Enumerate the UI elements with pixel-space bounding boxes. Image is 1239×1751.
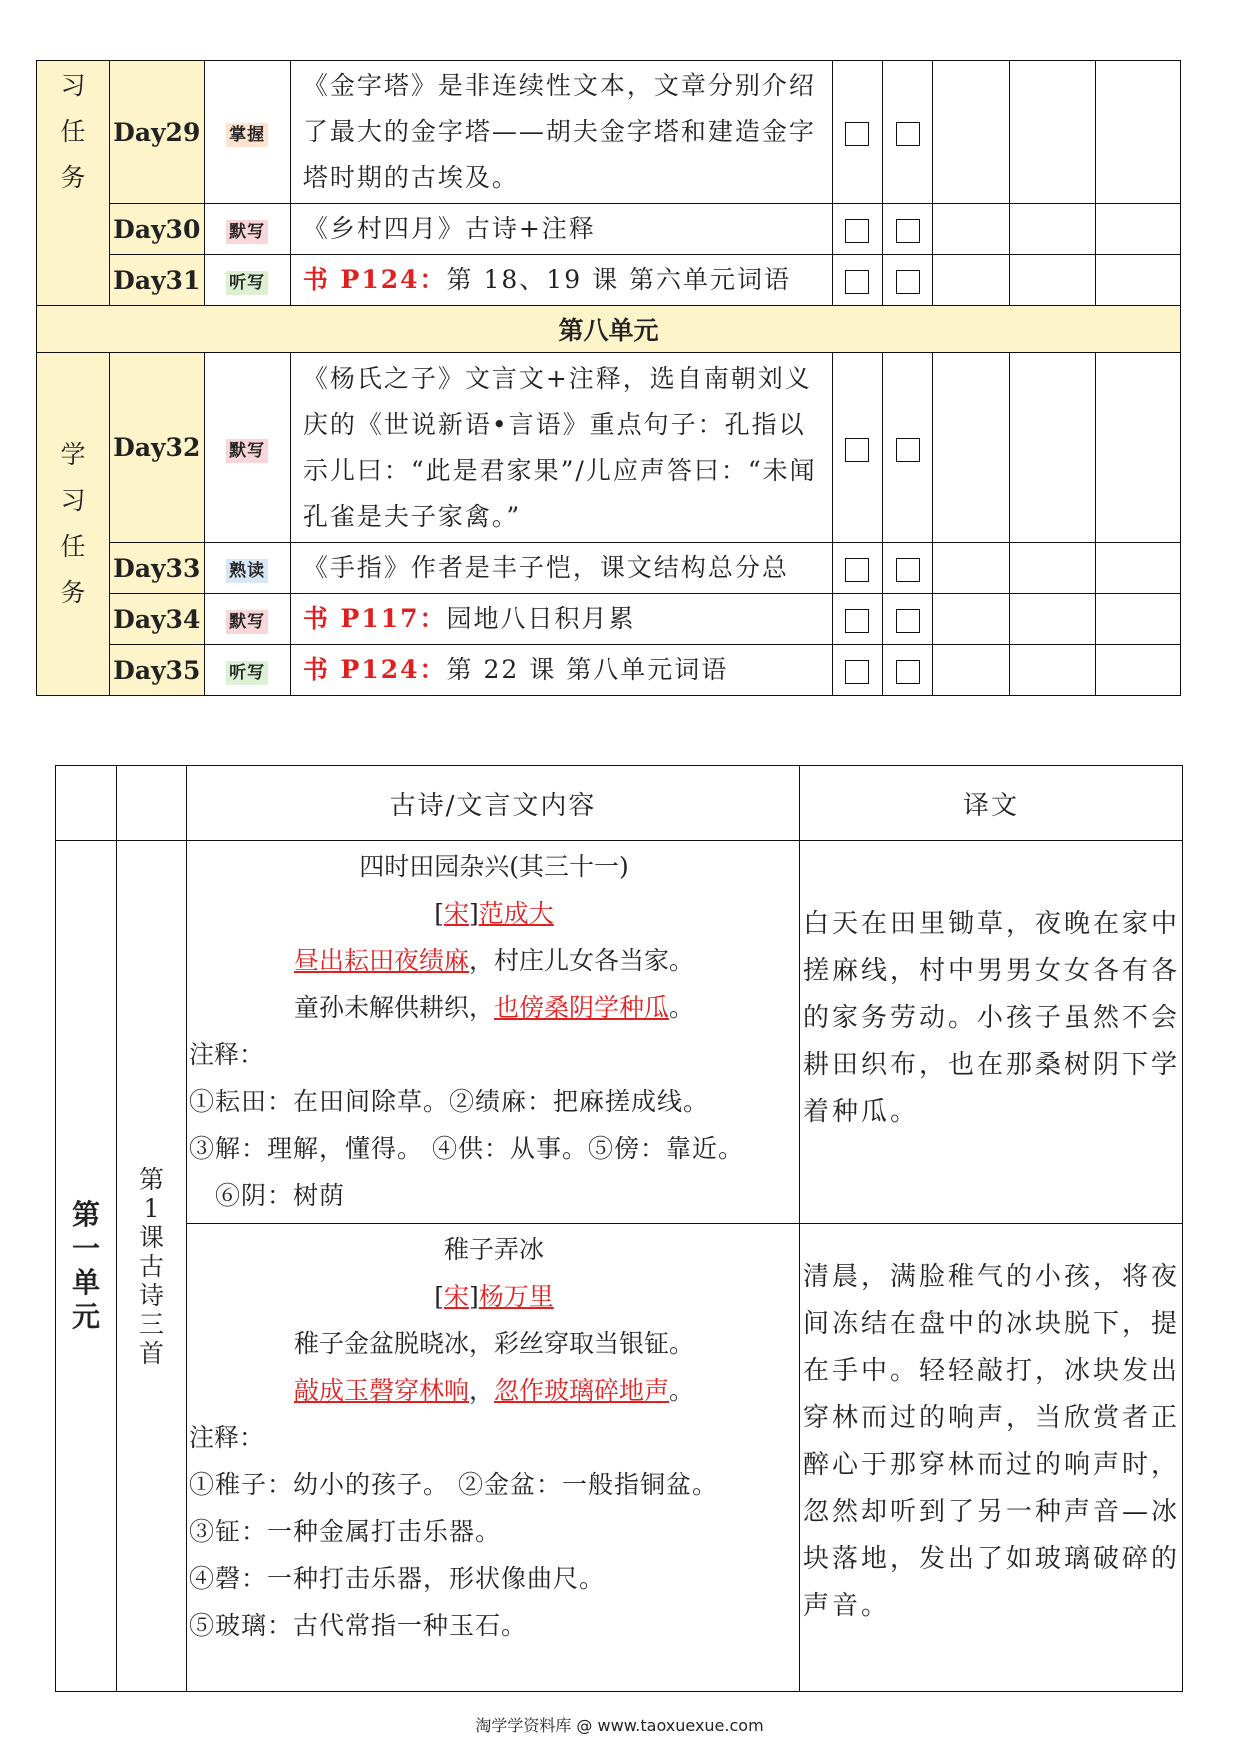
table-row <box>37 255 1181 306</box>
poem-content <box>187 841 800 1224</box>
day-label: Day31 <box>109 255 204 306</box>
unit-heading-row <box>37 306 1181 353</box>
poem-title: 四时田园杂兴(其三十一) <box>359 852 629 881</box>
book-reference: 书 P117： <box>302 604 447 633</box>
checkbox[interactable] <box>845 609 869 633</box>
translation: 清晨，满脸稚气的小孩，将夜间冻结在盘中的冰块脱下，提在手中。轻轻敲打，冰块发出穿林而过的响声，当欣赏者正醉心于那穿林而过的响声时，忽然却听到了另一种声音—冰块落地，发出了如玻璃破碎的声音。 <box>800 1224 1183 1692</box>
checkbox[interactable] <box>896 270 920 294</box>
task-content: 《乡村四月》古诗+注释 <box>290 204 832 255</box>
poem-content <box>187 1224 800 1692</box>
header-translation: 译文 <box>800 766 1183 841</box>
book-reference: 书 P124： <box>302 265 447 294</box>
day-label: Day33 <box>109 543 204 594</box>
checkbox[interactable] <box>896 609 920 633</box>
note-line: ⑤玻璃：古代常指一种玉石。 <box>189 1611 528 1640</box>
note-line: ④磬：一种打击乐器，形状像曲尺。 <box>189 1564 606 1593</box>
poem-author-line: [宋]杨万里 <box>434 1282 554 1311</box>
poem-author: 杨万里 <box>478 1282 554 1311</box>
checkbox[interactable] <box>896 558 920 582</box>
footer-watermark: 淘学学资料库 @ www.taoxuexue.com <box>475 1716 764 1735</box>
task-content: 书 P124：第 22 课 第八单元词语 <box>290 645 832 696</box>
notes-label: 注释： <box>189 1423 265 1452</box>
poem-author-line: [宋]范成大 <box>434 899 554 928</box>
note-line: ⑥阴：树荫 <box>215 1181 346 1210</box>
table-row <box>37 594 1181 645</box>
day-label: Day32 <box>109 353 204 543</box>
notes-label: 注释： <box>189 1040 265 1069</box>
section-label: 习 任 务 <box>37 61 110 306</box>
unit-heading: 第八单元 <box>37 306 1181 353</box>
poem-table <box>55 765 1183 1692</box>
table-header <box>56 766 1183 841</box>
checkbox[interactable] <box>896 122 920 146</box>
task-type-badge: 听写 <box>226 661 268 685</box>
book-reference: 书 P124： <box>302 655 447 684</box>
checkbox[interactable] <box>896 219 920 243</box>
note-line: ③解：理解，懂得。 ④供：从事。⑤傍：靠近。 <box>189 1134 744 1163</box>
table-row <box>37 61 1181 204</box>
table-row <box>37 204 1181 255</box>
poem-title: 稚子弄冰 <box>443 1235 544 1264</box>
table-row <box>56 841 1183 1224</box>
task-type-badge: 默写 <box>226 439 268 463</box>
checkbox[interactable] <box>896 438 920 462</box>
table-row <box>56 1224 1183 1692</box>
task-content: 书 P124：第 18、19 课 第六单元词语 <box>290 255 832 306</box>
checkbox[interactable] <box>845 270 869 294</box>
header-content: 古诗/文言文内容 <box>187 766 800 841</box>
note-line: ①稚子：幼小的孩子。 ②金盆：一般指铜盆。 <box>189 1470 718 1499</box>
section-label: 学 习 任 务 <box>37 353 110 696</box>
table-row <box>37 353 1181 543</box>
task-content: 《手指》作者是丰子恺，课文结构总分总 <box>290 543 832 594</box>
checkbox[interactable] <box>845 660 869 684</box>
task-content: 《金字塔》是非连续性文本，文章分别介绍了最大的金字塔——胡夫金字塔和建造金字塔时期的古埃及。 <box>290 61 832 204</box>
checkbox[interactable] <box>845 219 869 243</box>
day-label: Day35 <box>109 645 204 696</box>
note-line: ③钲：一种金属打击乐器。 <box>189 1517 502 1546</box>
day-label: Day30 <box>109 204 204 255</box>
task-content: 《杨氏之子》文言文+注释，选自南朝刘义庆的《世说新语•言语》重点句子：孔指以示儿曰：“此是君家果”/儿应声答曰：“未闻孔雀是夫子家禽。” <box>290 353 832 543</box>
task-type-badge: 掌握 <box>226 123 268 147</box>
table-row <box>37 645 1181 696</box>
translation: 白天在田里锄草，夜晚在家中搓麻线，村中男男女女各有各的家务劳动。小孩子虽然不会耕田织布，也在那桑树阴下学着种瓜。 <box>800 841 1183 1224</box>
checkbox[interactable] <box>845 122 869 146</box>
table-row <box>37 543 1181 594</box>
unit-label: 第 一 单 元 <box>56 841 117 1692</box>
task-content: 书 P117：园地八日积月累 <box>290 594 832 645</box>
task-type-badge: 默写 <box>226 610 268 634</box>
poem-line: 童孙未解供耕织，也傍桑阴学种瓜。 <box>293 993 695 1022</box>
task-type-badge: 默写 <box>226 220 268 244</box>
task-type-badge: 听写 <box>226 271 268 295</box>
lesson-label: 第 1 课 古 诗 三 首 <box>117 841 187 1692</box>
checkbox[interactable] <box>845 438 869 462</box>
checkbox[interactable] <box>845 558 869 582</box>
task-type-badge: 熟读 <box>226 559 268 583</box>
study-plan-table <box>36 60 1181 696</box>
poem-line: 昼出耘田夜绩麻，村庄儿女各当家。 <box>293 946 695 975</box>
day-label: Day34 <box>109 594 204 645</box>
poem-line: 稚子金盆脱晓冰，彩丝穿取当银钲。 <box>293 1329 694 1358</box>
poem-author: 范成大 <box>478 899 554 928</box>
checkbox[interactable] <box>896 660 920 684</box>
poem-line: 敲成玉磬穿林响，忽作玻璃碎地声。 <box>293 1376 695 1405</box>
day-label: Day29 <box>109 61 204 204</box>
note-line: ①耘田：在田间除草。②绩麻：把麻搓成线。 <box>189 1087 710 1116</box>
